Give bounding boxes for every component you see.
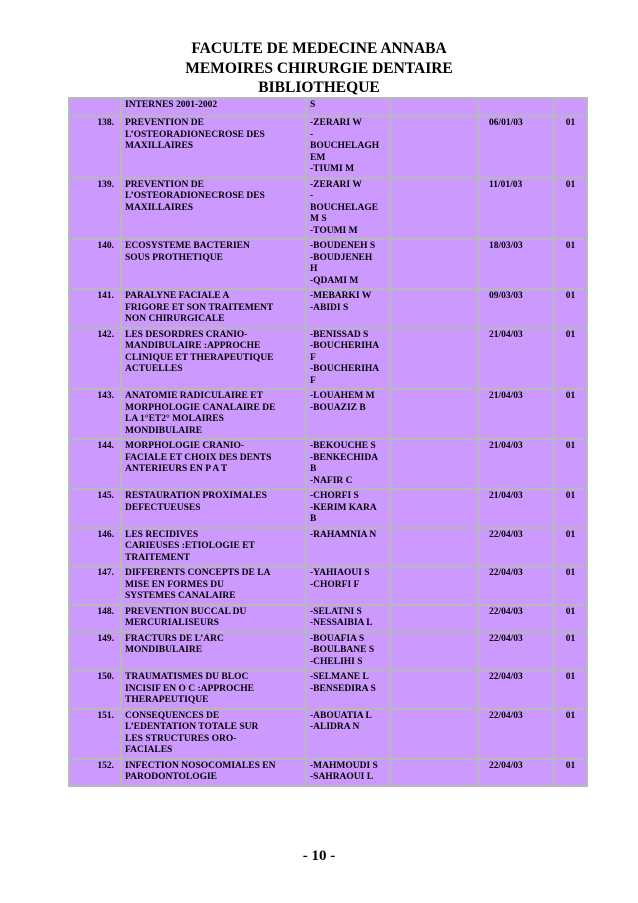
row-authors — [306, 605, 390, 632]
row-title — [121, 389, 306, 439]
title-line: SOUS PROTHETIQUE — [125, 252, 223, 263]
row-empty-cell — [390, 239, 478, 289]
row-authors — [306, 439, 390, 489]
row-authors — [306, 389, 390, 439]
row-date: 21/04/03 — [478, 489, 554, 528]
title-line: PARODONTOLOGIE — [125, 772, 218, 782]
title-line: MORPHOLOGIE CRANIO- — [125, 441, 245, 451]
row-date: 22/04/03 — [478, 632, 554, 671]
row-title — [121, 239, 306, 289]
row-title — [121, 328, 306, 390]
row-empty-cell — [390, 709, 478, 759]
author-line: -BOUAZIZ B — [310, 402, 366, 413]
title-line: LA 1°ET2° MOLAIRES — [125, 414, 224, 424]
row-empty-cell — [390, 116, 478, 178]
row-date: 06/01/03 — [478, 116, 554, 178]
title-line: PREVENTION DE — [125, 118, 204, 128]
author-line: -NESSAIBIA L — [310, 618, 373, 628]
title-line: PARALYNE FACIALE A — [125, 291, 230, 301]
row-title — [121, 709, 306, 759]
row-authors — [306, 239, 390, 289]
title-line: NON CHIRURGICALE — [125, 314, 225, 324]
row-title — [121, 489, 306, 528]
title-line: INFECTION NOSOCOMIALES EN — [125, 760, 276, 771]
row-quantity: 01 — [554, 439, 587, 489]
header-cell-empty — [390, 98, 478, 116]
row-quantity: 01 — [554, 528, 587, 567]
title-line: INCISIF EN O C :APPROCHE — [125, 683, 254, 694]
row-date: 09/03/03 — [478, 289, 554, 328]
row-empty-cell — [390, 389, 478, 439]
row-authors — [306, 709, 390, 759]
table-row — [69, 239, 587, 289]
header-cell-date — [478, 98, 554, 116]
row-quantity: 01 — [554, 605, 587, 632]
row-number: 148. — [69, 605, 121, 632]
header-cell-title: INTERNES 2001-2002 — [121, 98, 306, 116]
table-row — [69, 289, 587, 328]
title-line: ECOSYSTEME BACTERIEN — [125, 241, 250, 251]
header-cell-number — [69, 98, 121, 116]
author-line: -QDAMI M — [310, 275, 359, 286]
row-empty-cell — [390, 528, 478, 567]
row-quantity: 01 — [554, 759, 587, 786]
author-line: -BENSEDIRA S — [310, 683, 376, 694]
row-authors — [306, 116, 390, 178]
table-header-row — [69, 98, 587, 116]
row-empty-cell — [390, 605, 478, 632]
row-number: 142. — [69, 328, 121, 390]
title-line: THERAPEUTIQUE — [125, 695, 209, 705]
author-line: -TIUMI M — [310, 164, 355, 174]
title-line: DIFFERENTS CONCEPTS DE LA — [125, 568, 271, 578]
row-number: 151. — [69, 709, 121, 759]
title-line: MERCURIALISEURS — [125, 618, 219, 628]
author-line: -TOUMI M — [310, 225, 358, 236]
row-authors — [306, 489, 390, 528]
header-cell-quantity — [554, 98, 587, 116]
table-row — [69, 439, 587, 489]
row-authors — [306, 566, 390, 605]
author-line: B — [310, 514, 317, 524]
title-line: FRACTURS DE L’ARC — [125, 633, 224, 644]
title-line: SYSTEMES CANALAIRE — [125, 591, 236, 601]
page-number: - 10 - — [302, 848, 336, 864]
row-quantity: 01 — [554, 116, 587, 178]
author-line: -ABOUATIA L — [310, 710, 372, 721]
row-number: 144. — [69, 439, 121, 489]
row-date: 21/04/03 — [478, 328, 554, 390]
row-authors — [306, 670, 390, 709]
row-title — [121, 439, 306, 489]
title-line: DEFECTUEUSES — [125, 502, 201, 513]
row-quantity: 01 — [554, 289, 587, 328]
author-line: -LOUAHEM M — [310, 391, 375, 401]
author-line: -BOUCHERIHA — [310, 341, 380, 351]
row-quantity: 01 — [554, 239, 587, 289]
row-title — [121, 116, 306, 178]
row-quantity: 01 — [554, 632, 587, 671]
row-empty-cell — [390, 439, 478, 489]
row-empty-cell — [390, 178, 478, 240]
author-line: B — [310, 464, 317, 474]
table-row — [69, 389, 587, 439]
row-title — [121, 605, 306, 632]
author-line: -SELMANE L — [310, 672, 369, 682]
row-date: 21/04/03 — [478, 439, 554, 489]
row-authors — [306, 528, 390, 567]
author-line: M S — [310, 214, 327, 224]
title-line: ANATOMIE RADICULAIRE ET — [125, 391, 263, 401]
row-empty-cell — [390, 759, 478, 786]
author-line: -BOUAFIA S — [310, 633, 365, 644]
author-line: -BENISSAD S — [310, 329, 369, 340]
table-row — [69, 528, 587, 567]
row-number: 145. — [69, 489, 121, 528]
table-row — [69, 605, 587, 632]
row-number: 146. — [69, 528, 121, 567]
title-line: L’OSTEORADIONECROSE DES — [125, 129, 265, 140]
row-quantity: 01 — [554, 178, 587, 240]
title-line: FACIALES — [125, 745, 173, 755]
title-line: ANTERIEURS EN P A T — [125, 464, 228, 474]
row-number: 139. — [69, 178, 121, 240]
title-line: MORPHOLOGIE CANALAIRE DE — [125, 402, 276, 413]
row-empty-cell — [390, 566, 478, 605]
title-line: FACIALE ET CHOIX DES DENTS — [125, 452, 272, 463]
title-line: MANDIBULAIRE :APPROCHE — [125, 341, 261, 351]
row-date: 22/04/03 — [478, 528, 554, 567]
table-row — [69, 709, 587, 759]
table-row — [69, 566, 587, 605]
faculty-title: FACULTE DE MEDECINE ANNABA — [191, 40, 447, 57]
title-line: CLINIQUE ET THERAPEUTIQUE — [125, 352, 274, 363]
row-empty-cell — [390, 632, 478, 671]
row-date: 22/04/03 — [478, 566, 554, 605]
table-row — [69, 759, 587, 786]
row-number: 152. — [69, 759, 121, 786]
row-title — [121, 632, 306, 671]
row-title — [121, 289, 306, 328]
author-line: EM — [310, 152, 326, 163]
row-title — [121, 178, 306, 240]
row-date: 11/01/03 — [478, 178, 554, 240]
author-line: - — [310, 129, 314, 140]
title-line: LES STRUCTURES ORO- — [125, 733, 237, 744]
row-empty-cell — [390, 489, 478, 528]
author-line: -NAFIR C — [310, 475, 353, 486]
title-line: CONSEQUENCES DE — [125, 710, 220, 721]
row-date: 22/04/03 — [478, 709, 554, 759]
row-number: 147. — [69, 566, 121, 605]
row-quantity: 01 — [554, 489, 587, 528]
row-number: 143. — [69, 389, 121, 439]
author-line: F — [310, 352, 316, 363]
author-line: F — [310, 375, 316, 386]
author-line: -SAHRAOUI L — [310, 772, 374, 782]
row-title — [121, 566, 306, 605]
row-title — [121, 670, 306, 709]
library-title: BIBLIOTHEQUE — [258, 79, 380, 96]
title-line: RESTAURATION PROXIMALES — [125, 491, 267, 501]
row-number: 149. — [69, 632, 121, 671]
author-line: -BEKOUCHE S — [310, 441, 376, 451]
title-line: MONDIBULAIRE — [125, 645, 203, 655]
author-line: -YAHIAOUI S — [310, 568, 370, 578]
author-line: - — [310, 191, 314, 201]
row-date: 22/04/03 — [478, 605, 554, 632]
row-quantity: 01 — [554, 328, 587, 390]
title-line: TRAITEMENT — [125, 552, 190, 563]
title-line: LES RECIDIVES — [125, 529, 199, 540]
author-line: H — [310, 264, 318, 274]
title-line: PREVENTION DE — [125, 179, 204, 190]
header-line-faculty — [0, 40, 638, 58]
author-line: -CHORFI F — [310, 579, 360, 590]
author-line: -ZERARI W — [310, 179, 362, 190]
row-authors — [306, 289, 390, 328]
author-line: -BOULBANE S — [310, 645, 375, 655]
author-line: -BOUCHERIHA — [310, 364, 380, 374]
row-empty-cell — [390, 289, 478, 328]
author-line: -BENKECHIDA — [310, 452, 379, 463]
title-line: PREVENTION BUCCAL DU — [125, 606, 247, 617]
theses-table — [68, 97, 588, 787]
row-authors — [306, 759, 390, 786]
row-title — [121, 528, 306, 567]
row-number: 141. — [69, 289, 121, 328]
row-date: 21/04/03 — [478, 389, 554, 439]
row-quantity: 01 — [554, 389, 587, 439]
table-row — [69, 328, 587, 390]
table-row — [69, 489, 587, 528]
author-line: -ALIDRA N — [310, 722, 360, 732]
author-line: -KERIM KARA — [310, 502, 377, 513]
title-line: TRAUMATISMES DU BLOC — [125, 672, 249, 682]
header-line-memoires — [0, 60, 638, 78]
title-line: MAXILLAIRES — [125, 141, 194, 151]
title-line: L’EDENTATION TOTALE SUR — [125, 722, 259, 732]
table-row — [69, 116, 587, 178]
author-line: -ZERARI W — [310, 118, 362, 128]
title-line: CARIEUSES :ETIOLOGIE ET — [125, 541, 255, 551]
author-line: -MAHMOUDI S — [310, 760, 378, 771]
title-line: MONDIBULAIRE — [125, 425, 203, 436]
row-date: 18/03/03 — [478, 239, 554, 289]
row-empty-cell — [390, 670, 478, 709]
author-line: BOUCHELAGE — [310, 202, 379, 213]
row-authors — [306, 328, 390, 390]
title-line: ACTUELLES — [125, 364, 183, 374]
row-date: 22/04/03 — [478, 759, 554, 786]
author-line: -MEBARKI W — [310, 291, 372, 301]
row-empty-cell — [390, 328, 478, 390]
author-line: -CHORFI S — [310, 491, 359, 501]
title-line: FRIGORE ET SON TRAITEMENT — [125, 302, 274, 313]
row-authors — [306, 632, 390, 671]
row-authors — [306, 178, 390, 240]
row-title — [121, 759, 306, 786]
header-cell-authors: S — [306, 98, 390, 116]
row-number: 140. — [69, 239, 121, 289]
title-line: MAXILLAIRES — [125, 202, 194, 213]
title-line: MISE EN FORMES DU — [125, 579, 224, 590]
table-row — [69, 632, 587, 671]
author-line: -RAHAMNIA N — [310, 529, 377, 540]
title-line: L’OSTEORADIONECROSE DES — [125, 191, 265, 201]
memoires-title: MEMOIRES CHIRURGIE DENTAIRE — [185, 60, 453, 77]
author-line: -CHELIHI S — [310, 656, 363, 667]
author-line: -ABIDI S — [310, 302, 349, 313]
row-quantity: 01 — [554, 709, 587, 759]
author-line: -BOUDJENEH — [310, 252, 373, 263]
row-number: 138. — [69, 116, 121, 178]
author-line: -BOUDENEH S — [310, 241, 376, 251]
title-line: LES DESORDRES CRANIO- — [125, 329, 248, 340]
row-number: 150. — [69, 670, 121, 709]
row-quantity: 01 — [554, 566, 587, 605]
author-line: BOUCHELAGH — [310, 141, 380, 151]
header-line-library — [0, 79, 638, 97]
row-quantity: 01 — [554, 670, 587, 709]
table-row — [69, 178, 587, 240]
author-line: -SELATNI S — [310, 606, 362, 617]
row-date: 22/04/03 — [478, 670, 554, 709]
table-row — [69, 670, 587, 709]
